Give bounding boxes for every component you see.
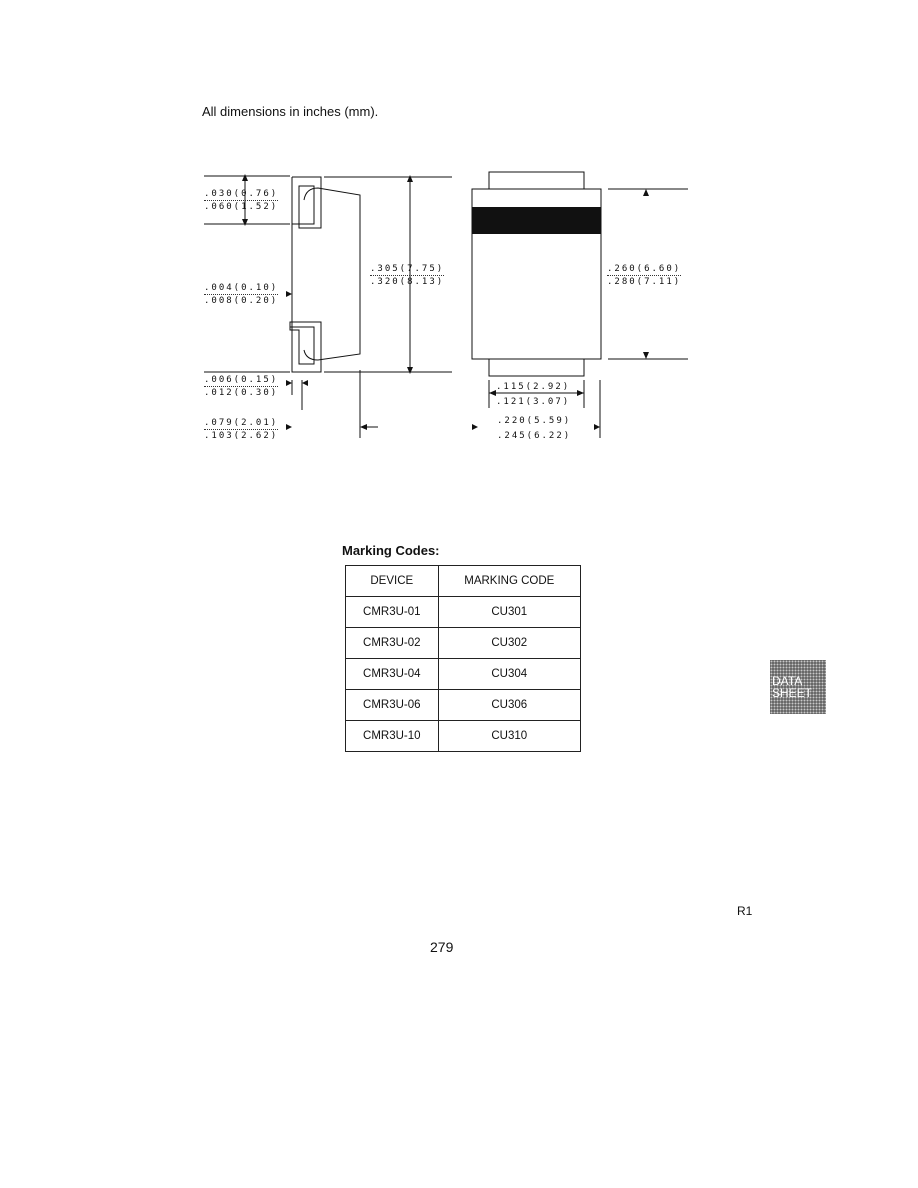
device-cell: CMR3U-04 [346,659,439,690]
dimensions-note: All dimensions in inches (mm). [202,104,379,119]
device-cell: CMR3U-01 [346,597,439,628]
dim-body-width: .220(5.59) .245(6.22) [497,416,572,441]
table-row [346,659,581,690]
cathode-band [472,207,601,234]
data-sheet-tab [770,660,826,714]
dim-lead-thickness: .006(0.15) .012(0.30) [204,375,279,398]
front-view-tab-bottom [489,359,584,376]
dim-overall-height: .305(7.75) .320(8.13) [370,264,445,287]
front-view-tab-top [489,172,584,189]
table-header-row [346,566,581,597]
marking-code-cell: CU301 [438,597,580,628]
column-header-device: DEVICE [346,566,439,597]
revision-label: R1 [737,904,753,918]
side-view-body [304,188,360,360]
side-view-lead [290,177,321,372]
marking-code-cell: CU306 [438,690,580,721]
device-cell: CMR3U-02 [346,628,439,659]
table-row [346,597,581,628]
dim-lead-width: .115(2.92) .121(3.07) [496,382,571,407]
table-row [346,628,581,659]
dim-overall-thickness: .079(2.01) .103(2.62) [204,418,279,441]
device-cell: CMR3U-06 [346,690,439,721]
marking-code-cell: CU310 [438,721,580,752]
table-row [346,690,581,721]
marking-code-cell: CU304 [438,659,580,690]
marking-codes-title: Marking Codes: [342,543,440,558]
marking-code-cell: CU302 [438,628,580,659]
dim-lead-height: .030(0.76) .060(1.52) [204,189,279,212]
page-number: 279 [430,939,454,955]
tab-label-line-2: SHEET [772,686,813,700]
marking-codes-table [345,565,581,752]
column-header-marking-code: MARKING CODE [438,566,580,597]
device-cell: CMR3U-10 [346,721,439,752]
dim-lead-gap: .004(0.10) .008(0.20) [204,283,279,306]
tab-label-line-1: DATA [772,674,803,688]
table-row [346,721,581,752]
dim-body-height: .260(6.60) .280(7.11) [607,264,682,287]
side-view-lead-top [292,177,321,228]
